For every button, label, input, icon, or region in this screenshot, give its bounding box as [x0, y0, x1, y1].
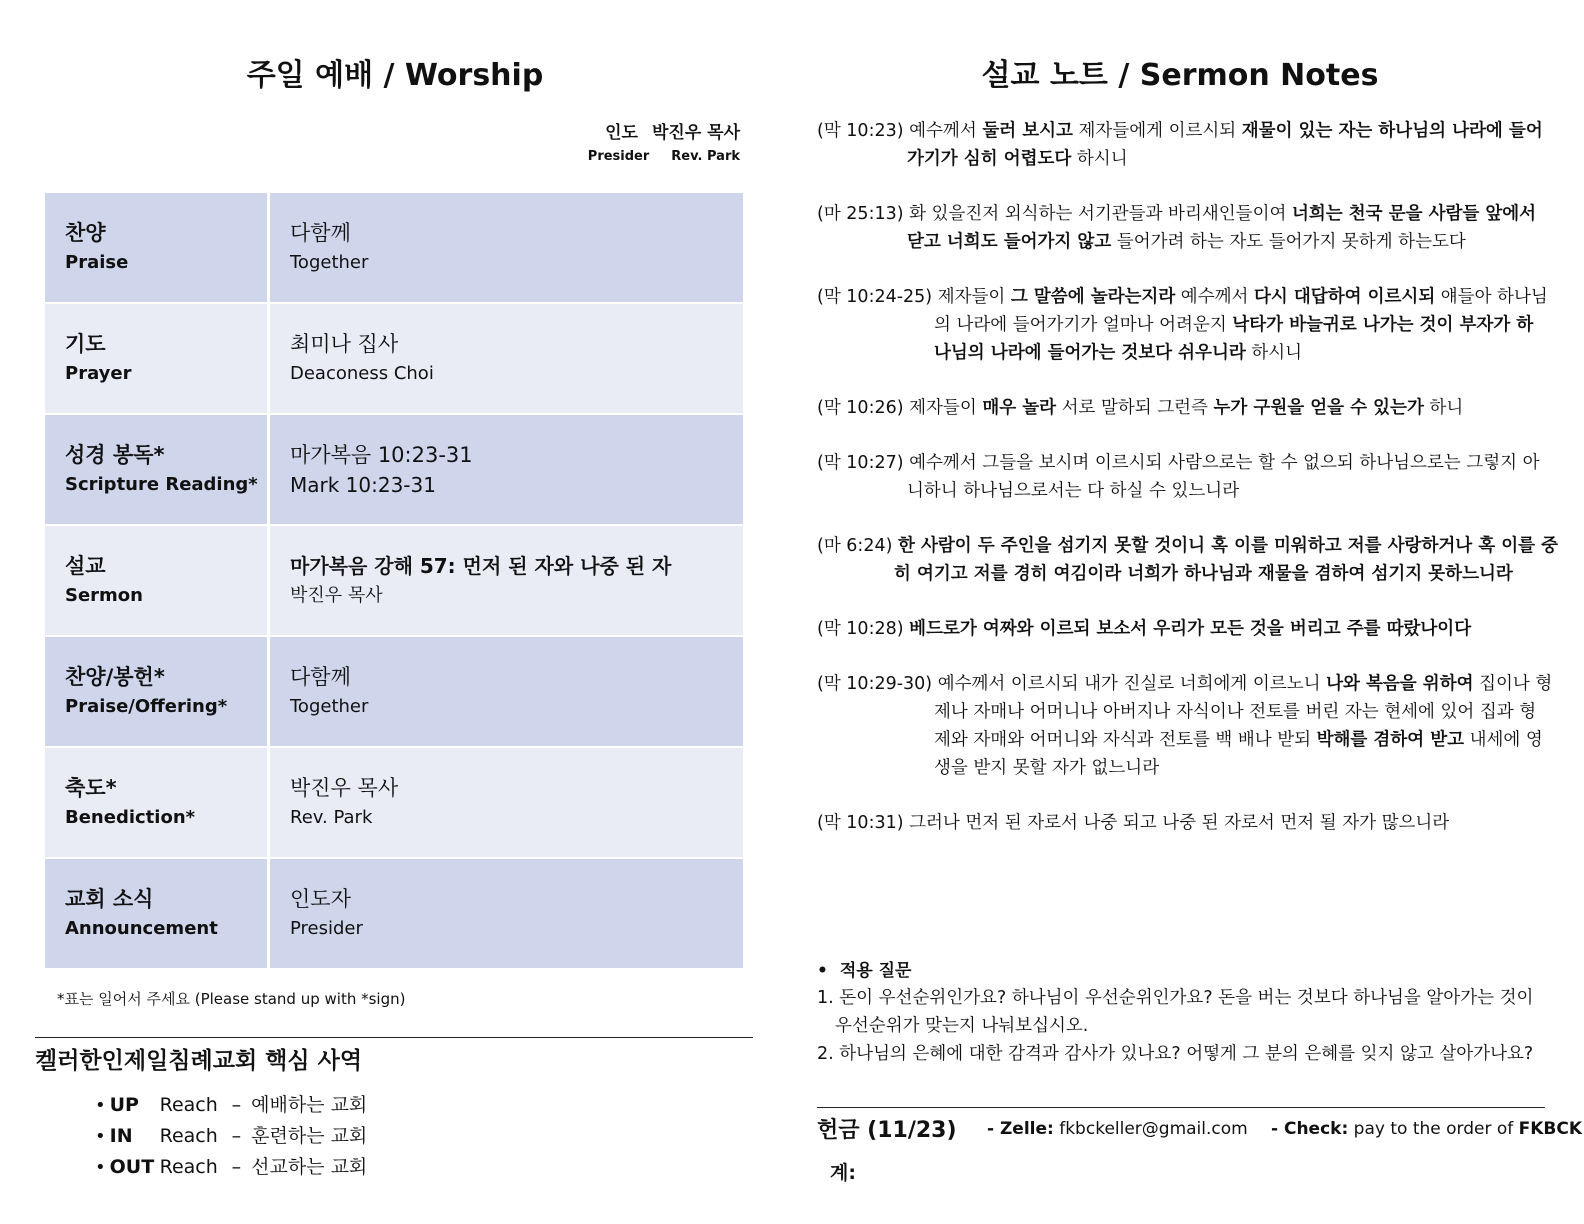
- ministry-desc: 훈련하는 교회: [251, 1125, 368, 1147]
- item-ko: 찬양/봉헌*: [65, 664, 165, 689]
- zelle-email: fkbckeller@gmail.com: [1053, 1119, 1248, 1139]
- verse-ref: (마 6:24): [817, 536, 893, 556]
- item-ko: 찬양: [65, 220, 106, 245]
- sermon-title: 마가복음 강해 57: 먼저 된 자와 나중 된 자: [290, 553, 672, 578]
- detail-en: Together: [290, 251, 369, 273]
- sermon-notes-title: 설교 노트 / Sermon Notes: [981, 58, 1379, 93]
- detail-ko: 박진우 목사: [290, 775, 399, 800]
- verse-item: (마 6:24) 한 사람이 두 주인을 섬기지 못할 것이니 혹 이를 미워하고 저를 사랑하거나 혹 이를 중 히 여기고 저를 경히 여김이라 너희가 하나님과 재물을 겸하여 섬기지 못하느니라: [817, 536, 1559, 584]
- presider-name-ko: 박진우 목사: [651, 123, 740, 143]
- table-row: [45, 747, 743, 858]
- table-row: [45, 858, 743, 969]
- detail-en: Mark 10:23-31: [290, 472, 436, 497]
- detail-ko: 마가복음 10:23-31: [290, 442, 473, 467]
- detail-ko: 다함께: [290, 220, 351, 245]
- verse-item: (막 10:24-25) 제자들이 그 말씀에 놀라는지라 예수께서 다시 대답하여 이르시되 얘들아 하나님 의 나라에 들어가기가 얼마나 어려운지 낙타가 바늘귀로 나가는 것이 부자가 하 나님의 나라에 들어가는 것보다 쉬우니라 하시니: [817, 287, 1548, 363]
- item-ko: 성경 봉독*: [65, 442, 165, 467]
- zelle-label: - Zelle:: [987, 1119, 1054, 1139]
- item-en: Praise: [65, 251, 129, 273]
- offering-total-label: 계:: [830, 1162, 856, 1184]
- ministry-desc: 선교하는 교회: [251, 1156, 368, 1178]
- offering-row: [817, 1113, 1583, 1144]
- verse-ref: (막 10:28): [817, 619, 904, 639]
- verse-list: [817, 117, 1557, 864]
- question-2: 2. 하나님의 은혜에 대한 감격과 감사가 있나요? 어떻게 그 분의 은혜를 잊지 않고 살아가나요?: [817, 1044, 1534, 1064]
- bullet-icon: •: [95, 1126, 106, 1147]
- bullet-icon: •: [95, 1157, 106, 1178]
- item-en: Scripture Reading*: [65, 473, 258, 495]
- worship-column: [0, 0, 790, 1224]
- worship-title: 주일 예배 / Worship: [246, 58, 544, 93]
- table-row: [45, 414, 743, 525]
- ministry-dash: –: [231, 1094, 242, 1116]
- detail-en: Deaconess Choi: [290, 362, 434, 384]
- item-en: Praise/Offering*: [65, 695, 228, 717]
- table-row: [45, 303, 743, 414]
- detail-en: Rev. Park: [290, 806, 373, 828]
- divider: [817, 1107, 1545, 1108]
- application-heading: 적용 질문: [839, 961, 912, 981]
- core-ministry-title: 켈러한인제일침례교회 핵심 사역: [35, 1048, 363, 1074]
- stand-note: *표는 일어서 주세요 (Please stand up with *sign): [57, 990, 406, 1008]
- verse-ref: (막 10:29-30): [817, 674, 933, 694]
- verse-item: (막 10:27) 예수께서 그들을 보시며 이르시되 사람으로는 할 수 없으되 하나님으로는 그렇지 아 니하니 하나님으로서는 다 하실 수 있느니라: [817, 453, 1540, 501]
- item-en: Benediction*: [65, 806, 196, 828]
- bullet-icon: •: [817, 961, 828, 981]
- item-ko: 교회 소식: [65, 886, 154, 911]
- ministry-desc: 예배하는 교회: [251, 1094, 368, 1116]
- detail-ko: 다함께: [290, 664, 351, 689]
- question-1-cont: 우선순위가 맞는지 나눠보십시오.: [835, 1016, 1089, 1036]
- table-row: [45, 636, 743, 747]
- verse-item: (막 10:31) 그러나 먼저 된 자로서 나중 되고 나중 된 자로서 먼저 될 자가 많으니라: [817, 813, 1450, 833]
- ministry-key: UP: [109, 1094, 139, 1116]
- ministry-dash: –: [231, 1125, 242, 1147]
- application-questions: [817, 958, 1557, 1068]
- list-item: [95, 1121, 367, 1152]
- order-of-worship-table: [45, 193, 743, 970]
- list-item: [95, 1152, 367, 1183]
- sermon-preacher: 박진우 목사: [290, 584, 383, 606]
- verse-ref: (막 10:26): [817, 398, 904, 418]
- table-row: [45, 525, 743, 636]
- divider: [35, 1037, 753, 1038]
- verse-ref: (막 10:31): [817, 813, 904, 833]
- detail-en: Together: [290, 695, 369, 717]
- item-en: Announcement: [65, 917, 218, 939]
- verse-ref: (막 10:27): [817, 453, 904, 473]
- verse-item: (막 10:28) 베드로가 여짜와 이르되 보소서 우리가 모든 것을 버리고 주를 따랐나이다: [817, 619, 1472, 639]
- ministry-dash: –: [231, 1156, 242, 1178]
- list-item: [95, 1090, 367, 1121]
- verse-item: (막 10:23) 예수께서 둘러 보시고 제자들에게 이르시되 재물이 있는 자는 하나님의 나라에 들어 가기가 심히 어렵도다 하시니: [817, 121, 1543, 169]
- table-row: [45, 193, 743, 303]
- presider-label-ko: 인도: [605, 123, 638, 143]
- bullet-icon: •: [95, 1095, 106, 1116]
- presider-name-en: Rev. Park: [671, 149, 740, 164]
- check-payee: FKBCK: [1518, 1119, 1583, 1139]
- check-label: - Check:: [1271, 1119, 1349, 1139]
- ministry-reach: Reach: [159, 1156, 218, 1178]
- verse-item: (마 25:13) 화 있을진저 외식하는 서기관들과 바리새인들이여 너희는 천국 문을 사람들 앞에서 닫고 너희도 들어가지 않고 들어가려 하는 자도 들어가지 못하게 하는도다: [817, 204, 1537, 252]
- item-ko: 축도*: [65, 775, 117, 800]
- verse-item: (막 10:26) 제자들이 매우 놀라 서로 말하되 그런즉 누가 구원을 얻을 수 있는가 하니: [817, 398, 1464, 418]
- offering-title: 헌금 (11/23): [817, 1118, 957, 1143]
- ministry-reach: Reach: [159, 1125, 218, 1147]
- ministry-reach: Reach: [159, 1094, 218, 1116]
- check-text: pay to the order of: [1348, 1119, 1519, 1139]
- item-ko: 설교: [65, 553, 106, 578]
- verse-ref: (막 10:23): [817, 121, 904, 141]
- ministry-key: IN: [109, 1125, 133, 1147]
- core-ministry-list: [95, 1090, 367, 1183]
- verse-ref: (막 10:24-25): [817, 287, 933, 307]
- verse-ref: (마 25:13): [817, 204, 904, 224]
- ministry-key: OUT: [109, 1156, 155, 1178]
- presider-label-en: Presider: [587, 149, 650, 164]
- presider-block: [540, 118, 740, 164]
- item-en: Sermon: [65, 584, 143, 606]
- question-1: 1. 돈이 우선순위인가요? 하나님이 우선순위인가요? 돈을 버는 것보다 하나님을 알아가는 것이: [817, 988, 1534, 1008]
- detail-ko: 인도자: [290, 886, 351, 911]
- item-ko: 기도: [65, 331, 106, 356]
- sermon-notes-column: [790, 0, 1584, 1224]
- item-en: Prayer: [65, 362, 132, 384]
- detail-en: Presider: [290, 917, 363, 939]
- detail-ko: 최미나 집사: [290, 331, 399, 356]
- verse-item: (막 10:29-30) 예수께서 이르시되 내가 진실로 너희에게 이르노니 나와 복음을 위하여 집이나 형 제나 자매나 어머니나 아버지나 자식이나 전토를 버린 자는 현세에 있어 집과 형 제와 자매와 어머니와 자식과 전토를 백 배나 받되 박해를 겸하여 받고 내세에 영 생을 받지 못할 자가 없느니라: [817, 674, 1553, 778]
